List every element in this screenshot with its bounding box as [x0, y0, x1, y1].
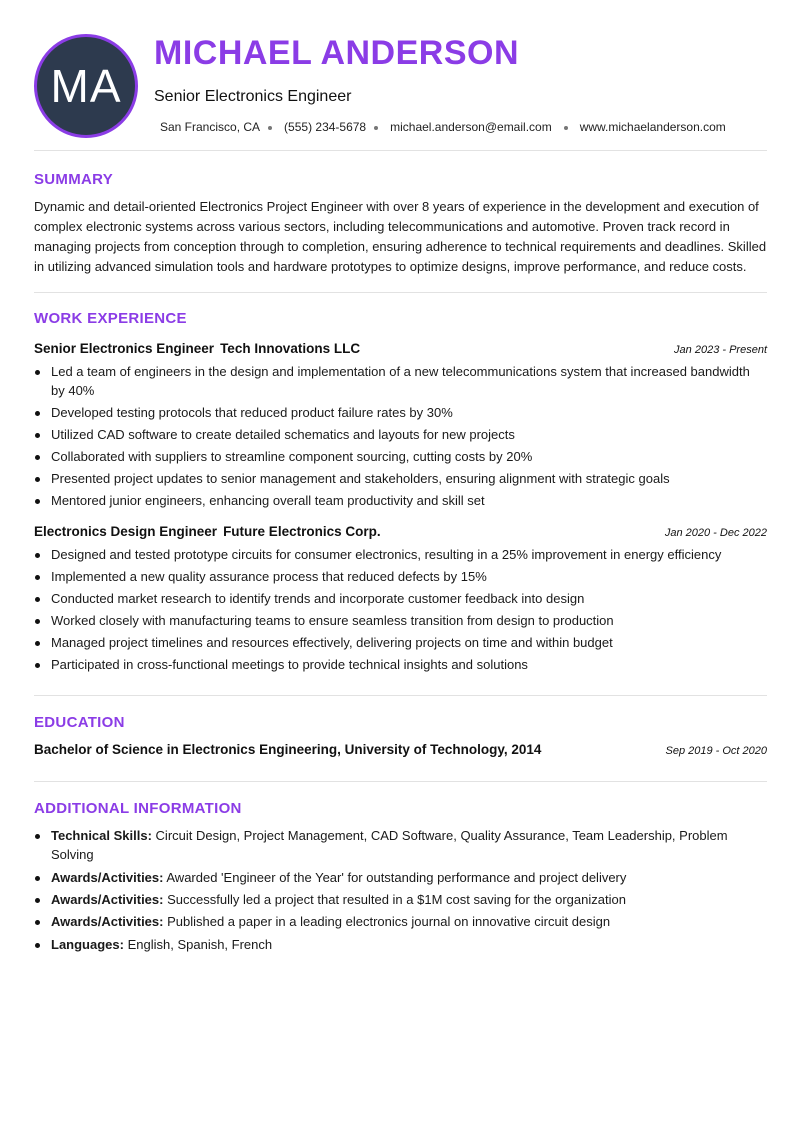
additional-info-text: English, Spanish, French — [127, 937, 273, 952]
job-dates: Jan 2023 - Present — [674, 344, 767, 356]
additional-info-text: Awarded 'Engineer of the Year' for outstanding performance and project delivery — [166, 870, 627, 885]
education-entry — [34, 742, 767, 757]
additional-info-list — [34, 826, 767, 954]
additional-info-heading: ADDITIONAL INFORMATION — [34, 800, 242, 817]
additional-info-label: Awards/Activities: — [51, 914, 164, 929]
avatar — [34, 34, 138, 138]
job-dates: Jan 2020 - Dec 2022 — [664, 527, 767, 539]
job-bullet: Participated in cross-functional meetings to provide technical insights and solutions — [51, 655, 767, 674]
job-role: Electronics Design Engineer — [34, 524, 218, 539]
job-bullet: Worked closely with manufacturing teams to ensure seamless transition from design to production — [51, 611, 767, 630]
education-section — [34, 696, 767, 781]
education-heading: EDUCATION — [34, 714, 125, 731]
contact-phone: (555) 234-5678 — [284, 120, 367, 134]
job-bullet: Utilized CAD software to create detailed schematics and layouts for new projects — [51, 425, 767, 444]
job-bullet: Presented project updates to senior management and stakeholders, ensuring alignment with strategic goals — [51, 469, 767, 488]
additional-info-section — [34, 782, 767, 954]
contact-location: San Francisco, CA — [160, 120, 261, 134]
job-bullet-list — [34, 545, 767, 674]
additional-info-label: Languages: — [51, 937, 124, 952]
job-bullet: Collaborated with suppliers to streamline component sourcing, cutting costs by 20% — [51, 447, 767, 466]
education-degree: Bachelor of Science in Electronics Engineering, University of Technology, 2014 — [34, 742, 542, 757]
job-role: Senior Electronics Engineer — [34, 341, 215, 356]
job-bullet: Led a team of engineers in the design and implementation of a new telecommunications system that increased bandwidth by 40% — [51, 362, 767, 400]
education-dates: Sep 2019 - Oct 2020 — [665, 745, 767, 757]
candidate-name: MICHAEL ANDERSON — [154, 34, 520, 72]
contact-info — [160, 120, 726, 134]
summary-heading: SUMMARY — [34, 171, 114, 188]
job-company: Future Electronics Corp. — [223, 524, 381, 539]
avatar-initials: MA — [50, 60, 122, 112]
job-bullet: Developed testing protocols that reduced product failure rates by 30% — [51, 403, 767, 422]
job-bullet: Managed project timelines and resources effectively, delivering projects on time and within budget — [51, 633, 767, 652]
job-bullet: Mentored junior engineers, enhancing overall team productivity and skill set — [51, 491, 767, 510]
contact-email[interactable]: michael.anderson@email.com — [390, 120, 552, 134]
separator-dot-icon — [564, 126, 568, 130]
additional-info-item — [51, 890, 767, 909]
summary-text: Dynamic and detail-oriented Electronics Project Engineer with over 8 years of experience in the development and execution of complex electronic systems across various sectors, including telecommunications and automotive. Proven track record in managing projects from conception through to completion, ensuring adherence to technical requirements and deadlines. Skilled in utilizing advanced simulation tools and hardware prototypes to optimize designs, improve performance, and reduce costs. — [34, 199, 767, 274]
additional-info-label: Technical Skills: — [51, 828, 152, 843]
additional-info-text: Circuit Design, Project Management, CAD Software, Quality Assurance, Team Leadership, Problem Solving — [51, 828, 728, 862]
additional-info-text: Successfully led a project that resulted in a $1M cost saving for the organization — [167, 892, 626, 907]
job-bullet-list — [34, 362, 767, 510]
additional-info-item — [51, 826, 767, 864]
separator-dot-icon — [374, 126, 378, 130]
job-header — [34, 341, 767, 356]
additional-info-text: Published a paper in a leading electronics journal on innovative circuit design — [167, 914, 611, 929]
job-company: Tech Innovations LLC — [220, 341, 361, 356]
additional-info-item — [51, 935, 767, 954]
job-bullet: Conducted market research to identify trends and incorporate customer feedback into design — [51, 589, 767, 608]
contact-website[interactable]: www.michaelanderson.com — [579, 120, 726, 134]
additional-info-item — [51, 868, 767, 887]
additional-info-item — [51, 912, 767, 931]
job-entry — [34, 524, 767, 674]
job-entry — [34, 341, 767, 510]
job-header — [34, 524, 767, 539]
additional-info-label: Awards/Activities: — [51, 870, 164, 885]
work-experience-heading: WORK EXPERIENCE — [34, 310, 187, 327]
additional-info-label: Awards/Activities: — [51, 892, 164, 907]
job-bullet: Designed and tested prototype circuits for consumer electronics, resulting in a 25% improvement in energy efficiency — [51, 545, 767, 564]
candidate-title: Senior Electronics Engineer — [154, 88, 352, 105]
work-experience-section — [34, 293, 767, 695]
job-bullet: Implemented a new quality assurance process that reduced defects by 15% — [51, 567, 767, 586]
resume-header — [34, 0, 767, 150]
separator-dot-icon — [268, 126, 272, 130]
summary-section — [34, 151, 767, 292]
